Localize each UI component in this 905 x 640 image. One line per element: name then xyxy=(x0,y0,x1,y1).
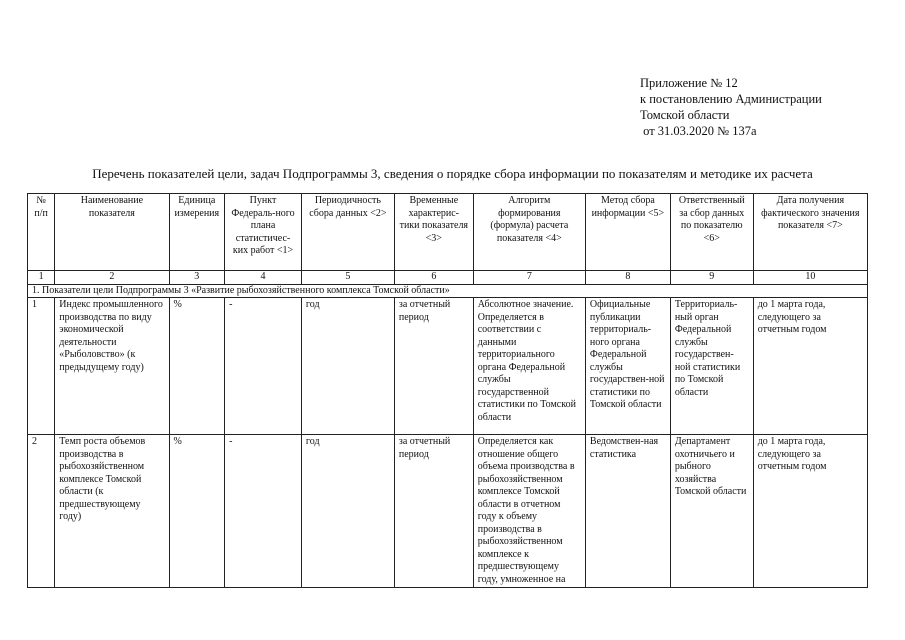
table-row xyxy=(28,298,868,435)
header-cell: Алгоритм формирования (формула) расчета показателя <4> xyxy=(473,194,585,271)
unit-cell: % xyxy=(169,435,225,588)
column-number: 10 xyxy=(753,271,867,285)
responsible-cell: Территориаль-ный орган Федеральной службы государствен-ной статистики по Томской области xyxy=(670,298,753,435)
method-cell: Официальные публикации территориаль-ного органа Федеральной службы государствен-ной статистики по Томской области xyxy=(585,298,670,435)
column-number: 3 xyxy=(169,271,225,285)
time-characteristic-cell: за отчетный период xyxy=(394,435,473,588)
column-number: 9 xyxy=(670,271,753,285)
appendix-line-2: к постановлению Администрации xyxy=(640,92,822,106)
header-cell: Пункт Федераль-ного плана статистичес-ких работ <1> xyxy=(225,194,302,271)
unit-cell: % xyxy=(169,298,225,435)
header-cell: Наименование показателя xyxy=(55,194,169,271)
method-cell: Ведомствен-ная статистика xyxy=(585,435,670,588)
column-number: 7 xyxy=(473,271,585,285)
plan-item-cell: - xyxy=(225,298,302,435)
column-number: 6 xyxy=(394,271,473,285)
date-cell: до 1 марта года, следующего за отчетным годом xyxy=(753,435,867,588)
header-cell: № п/п xyxy=(28,194,55,271)
appendix-line-3: Томской области xyxy=(640,108,730,122)
header-cell: Метод сбора информации <5> xyxy=(585,194,670,271)
appendix-block xyxy=(640,75,822,139)
periodicity-cell: год xyxy=(301,298,394,435)
column-number: 5 xyxy=(301,271,394,285)
column-number-row xyxy=(28,271,868,285)
header-cell: Дата получения фактического значения показателя <7> xyxy=(753,194,867,271)
column-number: 4 xyxy=(225,271,302,285)
header-cell: Периодичность сбора данных <2> xyxy=(301,194,394,271)
time-characteristic-cell: за отчетный период xyxy=(394,298,473,435)
section-title: 1. Показатели цели Подпрограммы 3 «Развитие рыбохозяйственного комплекса Томской области» xyxy=(28,284,868,298)
appendix-line-1: Приложение № 12 xyxy=(640,76,738,90)
header-cell: Единица измерения xyxy=(169,194,225,271)
table-header-row xyxy=(28,194,868,271)
responsible-cell: Департамент охотничьего и рыбного хозяйства Томской области xyxy=(670,435,753,588)
document-title: Перечень показателей цели, задач Подпрограммы 3, сведения о порядке сбора информации по показателям и методике их расчета xyxy=(92,166,813,181)
algorithm-cell: Абсолютное значение. Определяется в соответствии с данными территориального органа Федеральной службы государственной статистики по Томской области xyxy=(473,298,585,435)
column-number: 1 xyxy=(28,271,55,285)
plan-item-cell: - xyxy=(225,435,302,588)
column-number: 8 xyxy=(585,271,670,285)
row-number: 1 xyxy=(28,298,55,435)
date-cell: до 1 марта года, следующего за отчетным годом xyxy=(753,298,867,435)
algorithm-cell: Определяется как отношение общего объема производства в рыбохозяйственном комплексе Томской области в отчетном году к объему производства в рыбохозяйственном комплексе к предшествующему году, умноженное на xyxy=(473,435,585,588)
header-cell: Временные характерис-тики показателя <3> xyxy=(394,194,473,271)
appendix-line-4: от 31.03.2020 № 137а xyxy=(640,124,757,138)
indicator-name: Индекс промышленного производства по виду экономической деятельности «Рыболовство» (к предыдущему году) xyxy=(55,298,169,435)
table-row xyxy=(28,435,868,588)
row-number: 2 xyxy=(28,435,55,588)
indicators-table xyxy=(27,193,868,588)
indicator-name: Темп роста объемов производства в рыбохозяйственном комплексе Томской области (к предшествующему году) xyxy=(55,435,169,588)
periodicity-cell: год xyxy=(301,435,394,588)
column-number: 2 xyxy=(55,271,169,285)
header-cell: Ответственный за сбор данных по показателю <6> xyxy=(670,194,753,271)
section-row xyxy=(28,284,868,298)
